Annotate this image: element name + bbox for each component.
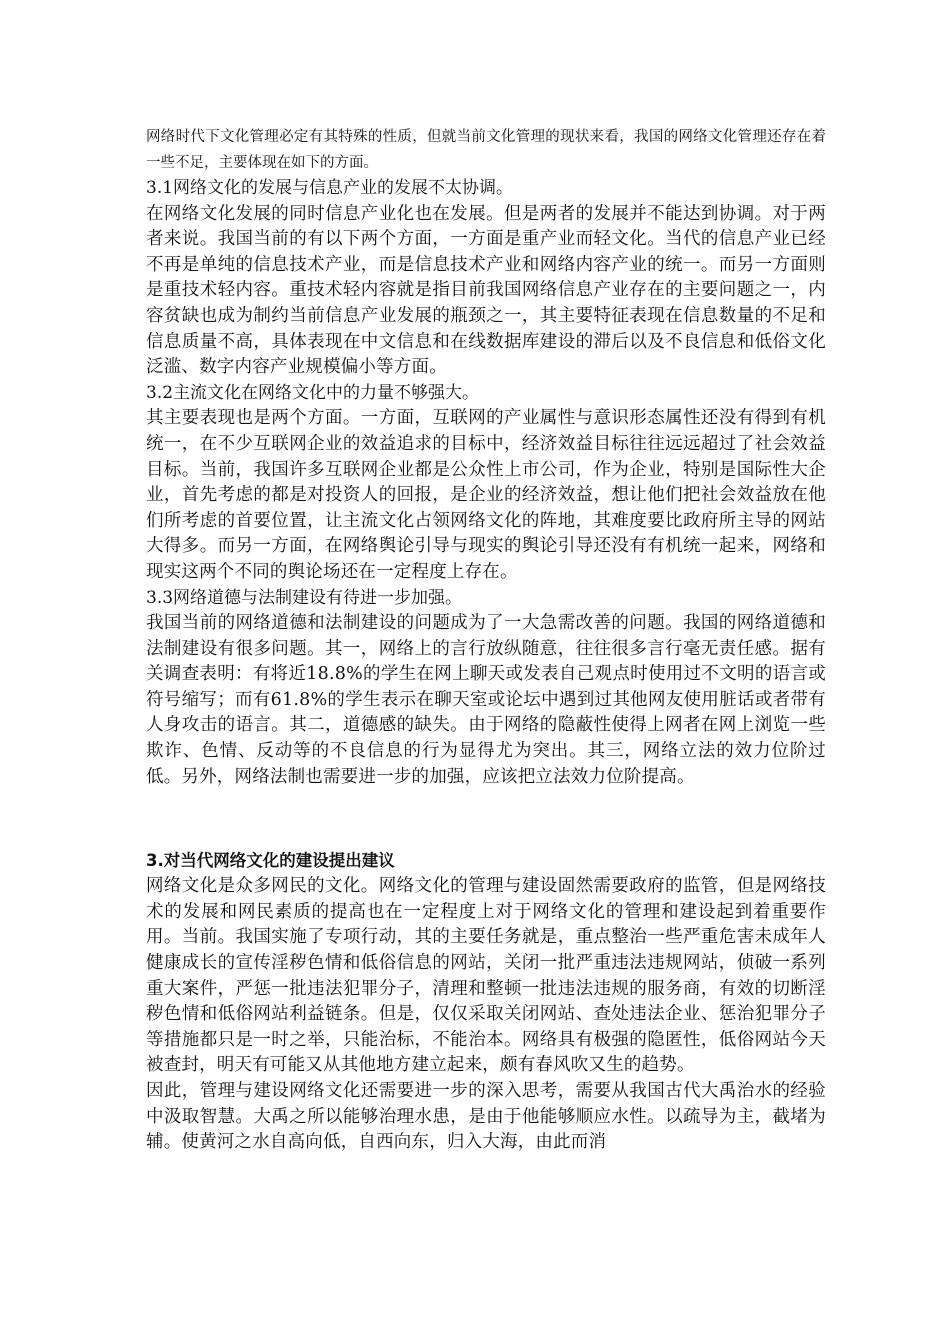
section-3-3-title: 3.3网络道德与法制建设有待进一步加强。 [146,587,463,608]
section-heading-suggestions: 3.对当代网络文化的建设提出建议 [146,851,395,871]
suggestions-paragraph-1: 网络文化是众多网民的文化。网络文化的管理与建设固然需要政府的监管，但是网络技术的发展和网民素质的提高也在一定程度上对于网络文化的管理和建设起到着重要作用。当前。我国实施了专项行动，其的主要任务就是，重点整治一些严重危害未成年人健康成长的宣传淫秽色情和低俗信息的网站，关闭一批严重违法违规网站，侦破一系列重大案件，严惩一批违法犯罪分子，清理和整顿一批违法违规的服务商，有效的切断淫秽色情和低俗网站利益链条。但是，仅仅采取关闭网站、查处违法企业、惩治犯罪分子等措施都只是一时之举，只能治标，不能治本。网络具有极强的隐匿性，低俗网站今天被查封，明天有可能又从其他地方建立起来，颇有春风吹又生的趋势。 [146,876,826,1076]
section-3-2-title: 3.2主流文化在网络文化中的力量不够强大。 [146,382,480,403]
intro-paragraph: 网络时代下文化管理必定有其特殊的性质，但就当前文化管理的现状来看，我国的网络文化管理还存在着一些不足，主要体现在如下的方面。 [146,129,826,171]
document-body [146,124,826,1156]
section-3-3-body: 我国当前的网络道德和法制建设的问题成为了一大急需改善的问题。我国的网络道德和法制建设有很多问题。其一，网络上的言行放纵随意，往往很多言行毫无责任感。据有关调查表明：有将近18.8%的学生在网上聊天或发表自己观点时使用过不文明的语言或符号缩写；而有61.8%的学生表示在聊天室或论坛中遇到过其他网友使用脏话或者带有人身攻击的语言。其二，道德感的缺失。由于网络的隐蔽性使得上网者在网上浏览一些欺诈、色情、反动等的不良信息的行为显得尤为突出。其三，网络立法的效力位阶过低。另外，网络法制也需要进一步的加强，应该把立法效力位阶提高。 [146,613,826,787]
section-3-1-body: 在网络文化发展的同时信息产业化也在发展。但是两者的发展并不能达到协调。对于两者来说。我国当前的有以下两个方面，一方面是重产业而轻文化。当代的信息产业已经不再是单纯的信息技术产业，而是信息技术产业和网络内容产业的统一。而另一方面则是重技术轻内容。重技术轻内容就是指目前我国网络信息产业存在的主要问题之一，内容贫缺也成为制约当前信息产业发展的瓶颈之一，其主要特征表现在信息数量的不足和信息质量不高，具体表现在中文信息和在线数据库建设的滞后以及不良信息和低俗文化泛滥、数字内容产业规模偏小等方面。 [146,203,826,378]
section-3-1-title: 3.1网络文化的发展与信息产业的发展不太协调。 [146,178,514,198]
suggestions-paragraph-2: 因此，管理与建设网络文化还需要进一步的深入思考，需要从我国古代大禹治水的经验中汲取智慧。大禹之所以能够治理水患，是由于他能够顺应水性。以疏导为主，截堵为辅。使黄河之水自高向低，自西向东，归入大海，由此而消 [146,1081,826,1153]
section-3-2-body: 其主要表现也是两个方面。一方面，互联网的产业属性与意识形态属性还没有得到有机统一，在不少互联网企业的效益追求的目标中，经济效益目标往往远远超过了社会效益目标。当前，我国许多互联网企业都是公众性上市公司，作为企业，特别是国际性大企业，首先考虑的都是对投资人的回报，是企业的经济效益，想让他们把社会效益放在他们所考虑的首要位置，让主流文化占领网络文化的阵地，其难度要比政府所主导的网站大得多。而另一方面，在网络舆论引导与现实的舆论引导还没有有机统一起来，网络和现实这两个不同的舆论场还在一定程度上存在。 [146,408,826,582]
